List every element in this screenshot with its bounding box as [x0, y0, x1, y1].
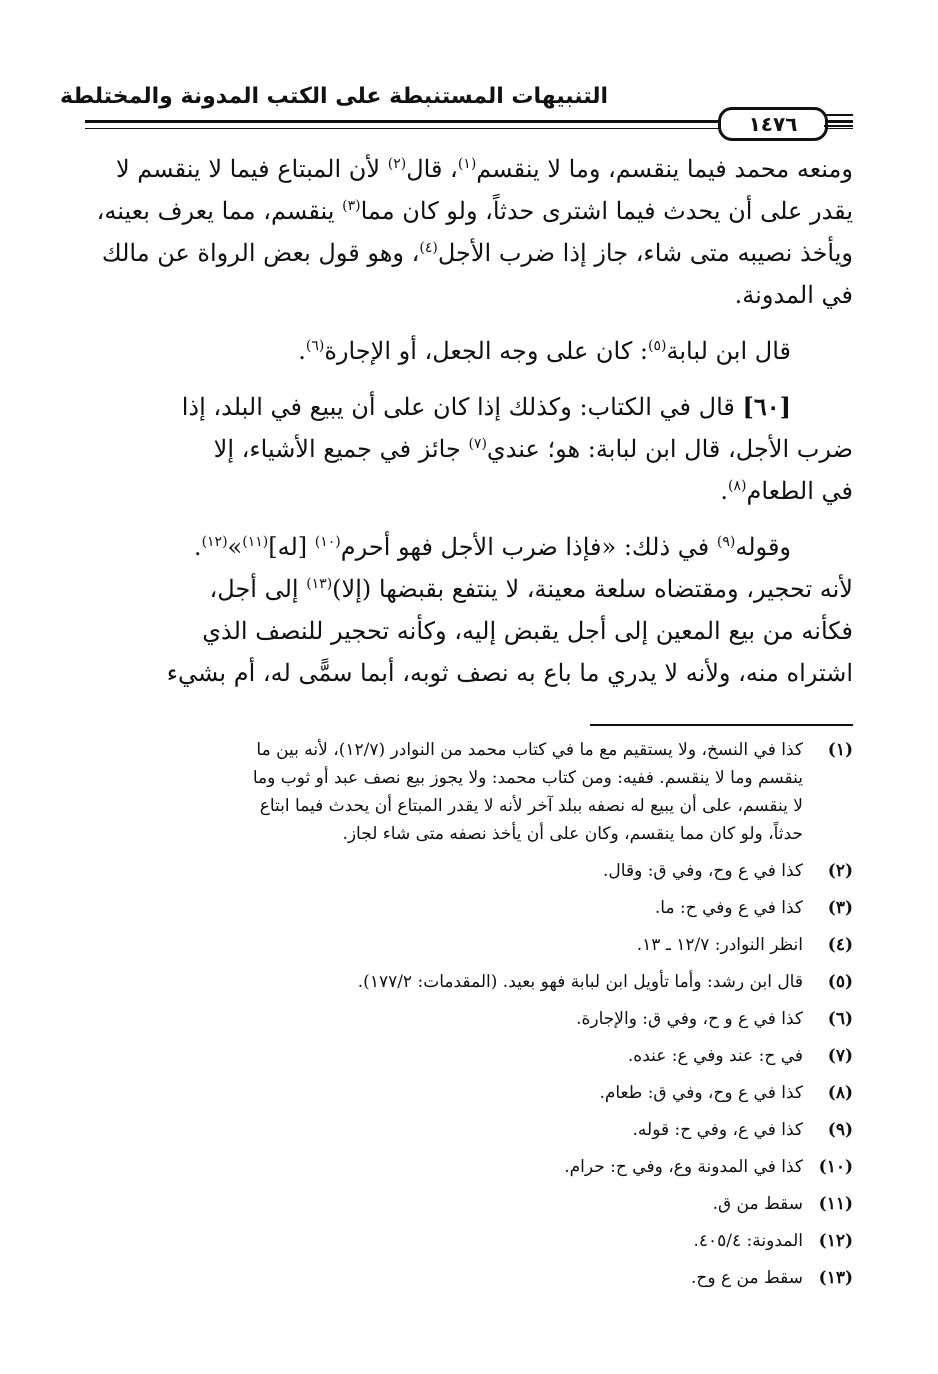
running-header-title: التنبيهات المستنبطة على الكتب المدونة والمختلطة: [60, 84, 609, 109]
text-line: [85, 274, 853, 316]
footnote-gap: [85, 1218, 853, 1227]
main-text: [85, 148, 853, 694]
footnote-ref[interactable]: (٤): [419, 240, 438, 256]
text-span: ، وهو قول بعض الرواة عن مالك: [101, 239, 420, 267]
footnote-separator: [590, 724, 853, 726]
text-line: [85, 526, 853, 568]
text-line: [85, 652, 853, 694]
footnote-gap: [85, 1107, 853, 1116]
text-span: : كان على وجه الجعل، أو الإجارة: [324, 337, 649, 365]
paragraph: [85, 330, 853, 372]
text-span: لأن المبتاع فيما لا ينقسم لا: [115, 155, 388, 183]
text-span: ومنعه محمد فيما ينقسم، وما لا ينقسم: [476, 155, 853, 183]
paragraph-gap: [85, 372, 853, 386]
footnote-number: (١): [827, 740, 853, 760]
footnote-gap: [85, 959, 853, 968]
text-line: [85, 568, 853, 610]
footnote-text: كذا في ع وفي ح: ما.: [654, 898, 803, 918]
text-span: [له]: [268, 533, 315, 561]
footnote-text: لا ينقسم، على أن يبيع له نصفه ببلد آخر لأنه لا يقدر المبتاع أن يحدث فيما ابتاع: [259, 796, 803, 816]
footnote: [85, 1190, 853, 1218]
text-span: قال ابن لبابة: [666, 337, 791, 365]
footnote-number: (٩): [827, 1120, 853, 1140]
text-line: [85, 148, 853, 190]
footnote-ref[interactable]: (١٣): [306, 576, 333, 592]
footnote-ref[interactable]: (١): [457, 156, 477, 172]
footnote-number: (٥): [827, 972, 853, 992]
footnote-ref[interactable]: (٨): [728, 478, 747, 494]
text-span: لأنه تحجير، ومقتضاه سلعة معينة، لا ينتفع بقبضها (إلا): [332, 575, 853, 603]
footnote-text: سقط من ع وح.: [691, 1268, 803, 1288]
text-span: ويأخذ نصيبه متى شاء، جاز إذا ضرب الأجل: [437, 239, 853, 267]
text-span: ينقسم، مما يعرف بعينه،: [96, 197, 343, 225]
text-span: جائز في جميع الأشياء، إلا: [213, 435, 469, 463]
header-rule-tail: [824, 114, 853, 116]
footnote-ref[interactable]: (٩): [716, 534, 736, 550]
text-span: اشتراه منه، ولأنه لا يدري ما باع به نصف ثوبه، أبما سمًّى له، أم بشيء: [166, 659, 853, 687]
text-line: [85, 470, 853, 512]
footnote: [85, 1116, 853, 1144]
paragraph-gap: [85, 512, 853, 526]
footnote-text: كذا في النسخ، ولا يستقيم مع ما في كتاب محمد من النوادر (١٢/٧)، لأنه بين ما: [256, 740, 803, 760]
footnote-ref[interactable]: (٥): [648, 338, 667, 354]
section-number: [٦٠]: [742, 392, 791, 421]
text-span: .: [193, 533, 202, 561]
footnote: [85, 1042, 853, 1070]
paragraph: [85, 148, 853, 316]
text-span: فكأنه من بيع المعين إلى أجل يقبض إليه، وكأنه تحجير للنصف الذي: [202, 617, 853, 645]
footnote-gap: [85, 885, 853, 894]
text-span: في الطعام: [746, 477, 853, 505]
footnote: [85, 1079, 853, 1107]
footnote-text: كذا في ع وح، وفي ق: طعام.: [599, 1083, 803, 1103]
footnote-number: (١١): [818, 1194, 853, 1214]
footnote: [85, 894, 853, 922]
footnote-text: انظر النوادر: ١٢/٧ ـ ١٣.: [636, 935, 803, 955]
footnote-gap: [85, 1255, 853, 1264]
footnote-gap: [85, 1033, 853, 1042]
footnote-ref[interactable]: (٢): [387, 156, 407, 172]
footnote-text: قال ابن رشد: وأما تأويل ابن لبابة فهو بعيد. (المقدمات: ١٧٧/٢).: [357, 972, 803, 992]
footnote-gap: [85, 1070, 853, 1079]
footnote-number: (٨): [827, 1083, 853, 1103]
footnote-text: المدونة: ٤٠٥/٤.: [693, 1231, 803, 1251]
footnote-gap: [85, 1181, 853, 1190]
footnote-number: (١٣): [818, 1268, 853, 1288]
text-line: [85, 190, 853, 232]
footnote-number: (١٢): [818, 1231, 853, 1251]
text-line: [85, 386, 853, 428]
footnote-number: (٤): [827, 935, 853, 955]
text-span: في ذلك: «فإذا ضرب الأجل فهو أحرم: [340, 533, 717, 561]
footnote-text: كذا في المدونة وع، وفي ح: حرام.: [564, 1157, 803, 1177]
footnote-text: في ح: عند وفي ع: عنده.: [627, 1046, 803, 1066]
text-span: .: [720, 477, 728, 505]
footnote: [85, 968, 853, 996]
footnote-text: حدثاً، ولو كان مما ينقسم، وكان على أن يأخذ نصفه متى شاء لجاز.: [342, 824, 803, 844]
page-number-badge: ١٤٧٦: [718, 107, 828, 141]
footnote-gap: [85, 848, 853, 857]
footnote: [85, 1005, 853, 1033]
text-span: يقدر على أن يحدث فيما اشترى حدثاً، ولو كان مما: [360, 197, 853, 225]
text-span: قال في الكتاب: وكذلك إذا كان على أن يبيع في البلد، إذا: [181, 393, 743, 421]
footnote-number: (٧): [827, 1046, 853, 1066]
text-span: وقوله: [735, 533, 791, 561]
footnote: [85, 1153, 853, 1181]
footnote-ref[interactable]: (٧): [468, 436, 487, 452]
footnote-text: كذا في ع وح، وفي ق: وقال.: [603, 861, 803, 881]
footnote-gap: [85, 1144, 853, 1153]
text-span: »: [227, 533, 243, 561]
footnote: [85, 1227, 853, 1255]
paragraph: [85, 386, 853, 512]
text-line: [85, 232, 853, 274]
text-span: إلى أجل،: [209, 575, 307, 603]
text-line: [85, 428, 853, 470]
footnote-number: (٦): [827, 1009, 853, 1029]
footnote-text: ينقسم وما لا ينقسم. ففيه: ومن كتاب محمد: ولا يجوز بيع نصف عبد أو ثوب وما: [252, 768, 803, 788]
footnote-number: (١٠): [818, 1157, 853, 1177]
footnote-gap: [85, 922, 853, 931]
footnote: [85, 931, 853, 959]
footnote-ref[interactable]: (١٠): [314, 534, 341, 550]
footnote-number: (٣): [827, 898, 853, 918]
text-span: في المدونة.: [734, 281, 853, 309]
footnote-text: سقط من ق.: [712, 1194, 803, 1214]
text-line: [85, 610, 853, 652]
footnote-ref[interactable]: (٦): [305, 338, 325, 354]
footnote: [85, 736, 853, 848]
header-rule-tail: [824, 125, 853, 127]
text-span: ، قال: [406, 155, 458, 183]
footnote-number: (٢): [827, 861, 853, 881]
footnote-ref[interactable]: (٣): [342, 198, 361, 214]
footnote-gap: [85, 996, 853, 1005]
footnote-text: كذا في ع، وفي ح: قوله.: [632, 1120, 803, 1140]
footnote-ref[interactable]: (١٢): [201, 534, 228, 550]
text-line: [85, 330, 853, 372]
footnote-ref[interactable]: (١١): [242, 534, 269, 550]
footnote-text: كذا في ع و ح، وفي ق: والإجارة.: [576, 1009, 803, 1029]
paragraph: [85, 526, 853, 694]
paragraph-gap: [85, 316, 853, 330]
footnotes: [85, 736, 853, 1292]
footnote: [85, 1264, 853, 1292]
text-span: ضرب الأجل، قال ابن لبابة: هو؛ عندي: [486, 435, 853, 463]
footnote: [85, 857, 853, 885]
text-span: .: [298, 337, 306, 365]
